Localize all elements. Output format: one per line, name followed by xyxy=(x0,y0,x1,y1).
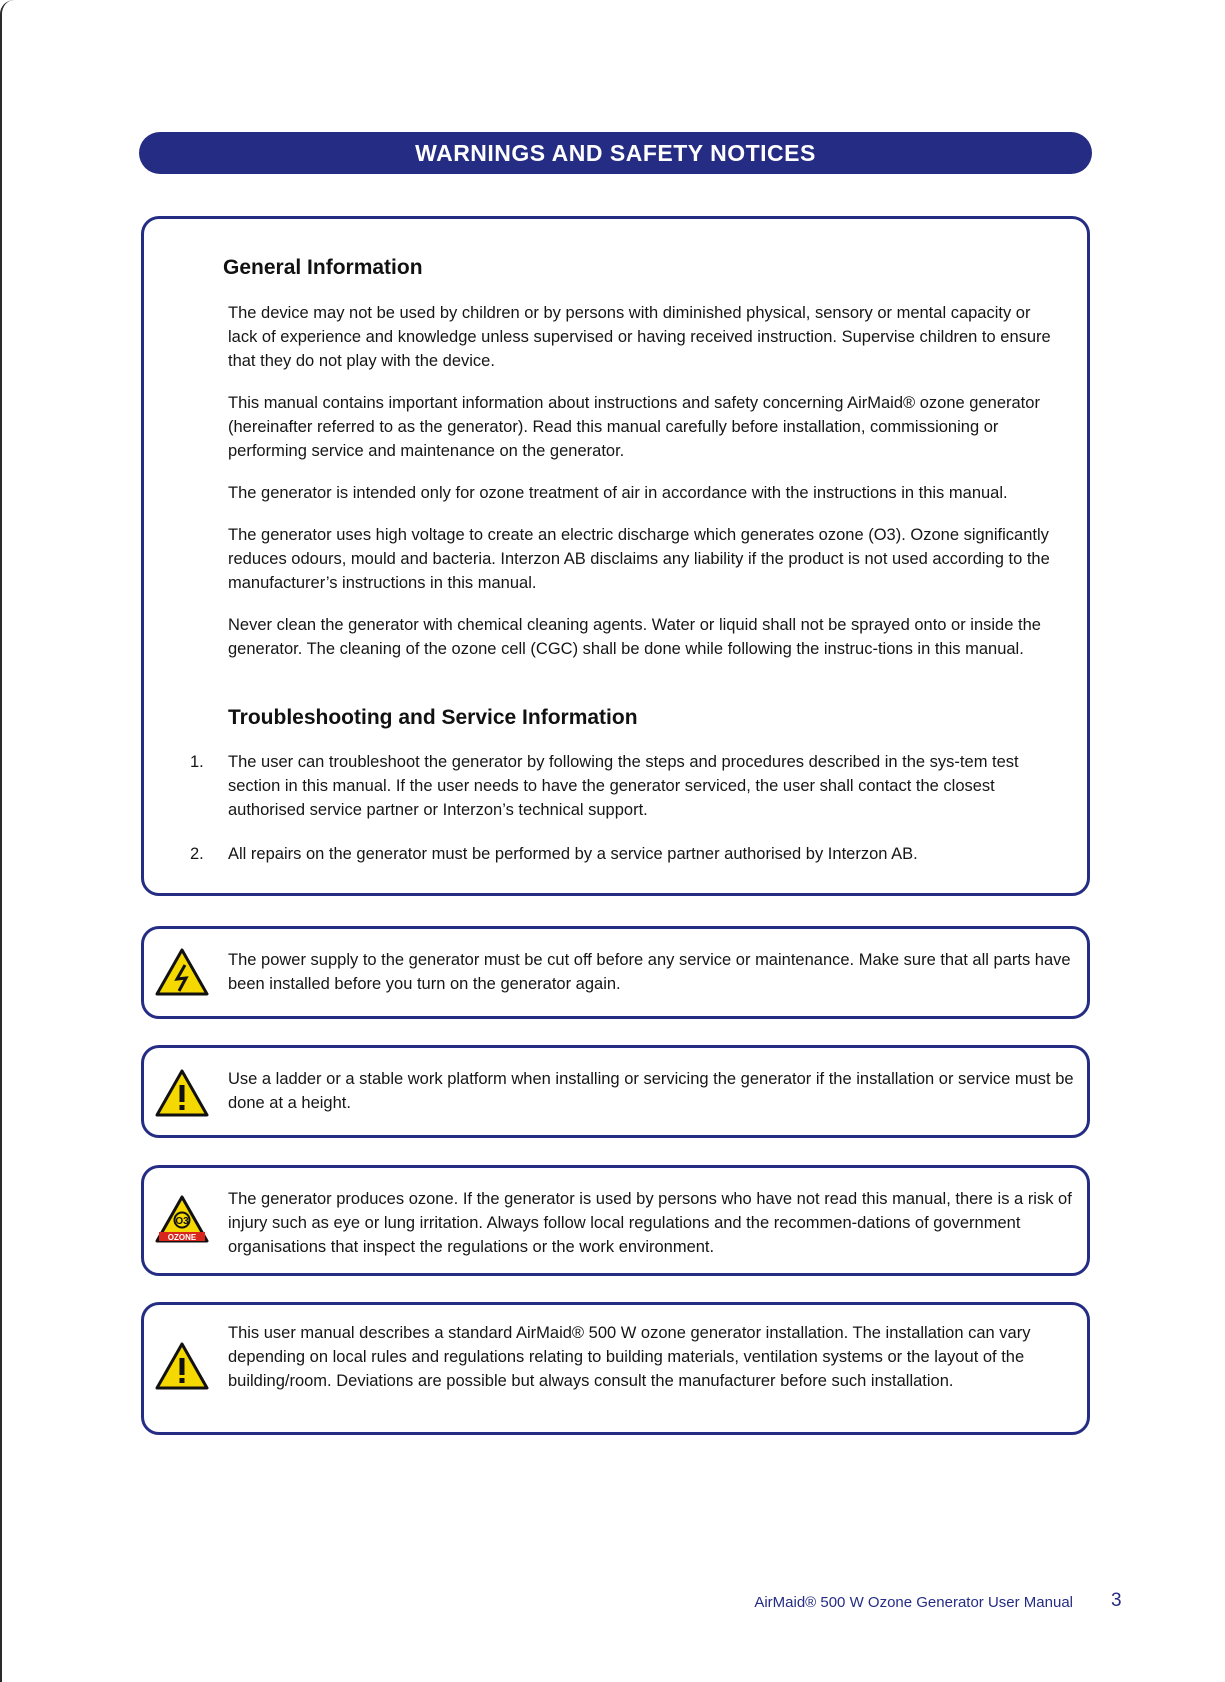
warning-text: Use a ladder or a stable work platform when installing or servicing the generator if the installation or service must be done at a height. xyxy=(228,1070,1074,1112)
ozone-warning-box xyxy=(141,1165,1090,1276)
list-item xyxy=(144,750,1074,822)
section-banner xyxy=(139,132,1092,174)
list-number: 1. xyxy=(190,753,204,771)
warning-text: This user manual describes a standard AirMaid® 500 W ozone generator installation. The installation can vary depending on local rules and regulations relating to building materials, ventilation systems or the layout of the building/room. Deviations are possible but always consult the manufacturer before such installation. xyxy=(228,1324,1031,1390)
ladder-warning-box xyxy=(141,1045,1090,1138)
electric-hazard-icon xyxy=(154,947,210,997)
ozone-icon-formula: O3 xyxy=(175,1216,189,1227)
footer-manual-title: AirMaid® 500 W Ozone Generator User Manual xyxy=(754,1594,1073,1611)
warning-text: The power supply to the generator must be cut off before any service or maintenance. Make sure that all parts have been installed before you turn on the generator again. xyxy=(228,951,1071,993)
banner-title: WARNINGS AND SAFETY NOTICES xyxy=(415,140,816,166)
paragraph: The generator uses high voltage to create an electric discharge which generates ozone (O3). Ozone significantly reduces odours, mould and bacteria. Interzon AB disclaims any liability if the product is not used according to the manufacturer’s instructions in this manual. xyxy=(228,526,1050,592)
paragraph: The device may not be used by children or by persons with diminished physical, sensory or mental capacity or lack of experience and knowledge unless supervised or having received instruction. Supervise children to ensure that they do not play with the device. xyxy=(228,304,1051,370)
troubleshooting-list xyxy=(144,750,1074,886)
power-supply-warning-box xyxy=(141,926,1090,1019)
paragraph: This manual contains important information about instructions and safety concerning AirMaid® ozone generator (hereinafter referred to as the generator). Read this manual carefully before installation, commissioning or performing service and maintenance on the generator. xyxy=(228,394,1040,460)
list-item-text: The user can troubleshoot the generator by following the steps and procedures described in the sys-tem test section in this manual. If the user needs to have the generator serviced, the user shall contact the closest authorised service partner or Interzon’s technical support. xyxy=(228,753,1019,819)
general-warning-icon xyxy=(154,1341,210,1391)
troubleshooting-heading: Troubleshooting and Service Information xyxy=(228,706,638,729)
general-warning-icon xyxy=(154,1068,210,1118)
list-item xyxy=(144,842,1074,866)
paragraph: The generator is intended only for ozone treatment of air in accordance with the instructions in this manual. xyxy=(228,484,1008,502)
warning-text: The generator produces ozone. If the generator is used by persons who have not read this manual, there is a risk of injury such as eye or lung irritation. Always follow local regulations and the recommen-dations of government organisations that inspect the regulations or the work environment. xyxy=(228,1190,1072,1256)
list-number: 2. xyxy=(190,845,204,863)
list-item-text: All repairs on the generator must be performed by a service partner authorised by Interzon AB. xyxy=(228,845,918,863)
ozone-warning-icon xyxy=(154,1194,210,1244)
general-information-body xyxy=(228,301,1058,679)
installation-warning-box xyxy=(141,1302,1090,1435)
general-information-heading: General Information xyxy=(223,256,423,279)
page-binding-edge xyxy=(0,0,36,1682)
paragraph: Never clean the generator with chemical cleaning agents. Water or liquid shall not be sprayed onto or inside the generator. The cleaning of the ozone cell (CGC) shall be done while following the instruc-tions in this manual. xyxy=(228,616,1041,658)
page-number: 3 xyxy=(1111,1590,1122,1611)
ozone-icon-word: OZONE xyxy=(167,1233,197,1242)
general-information-box xyxy=(141,216,1090,896)
